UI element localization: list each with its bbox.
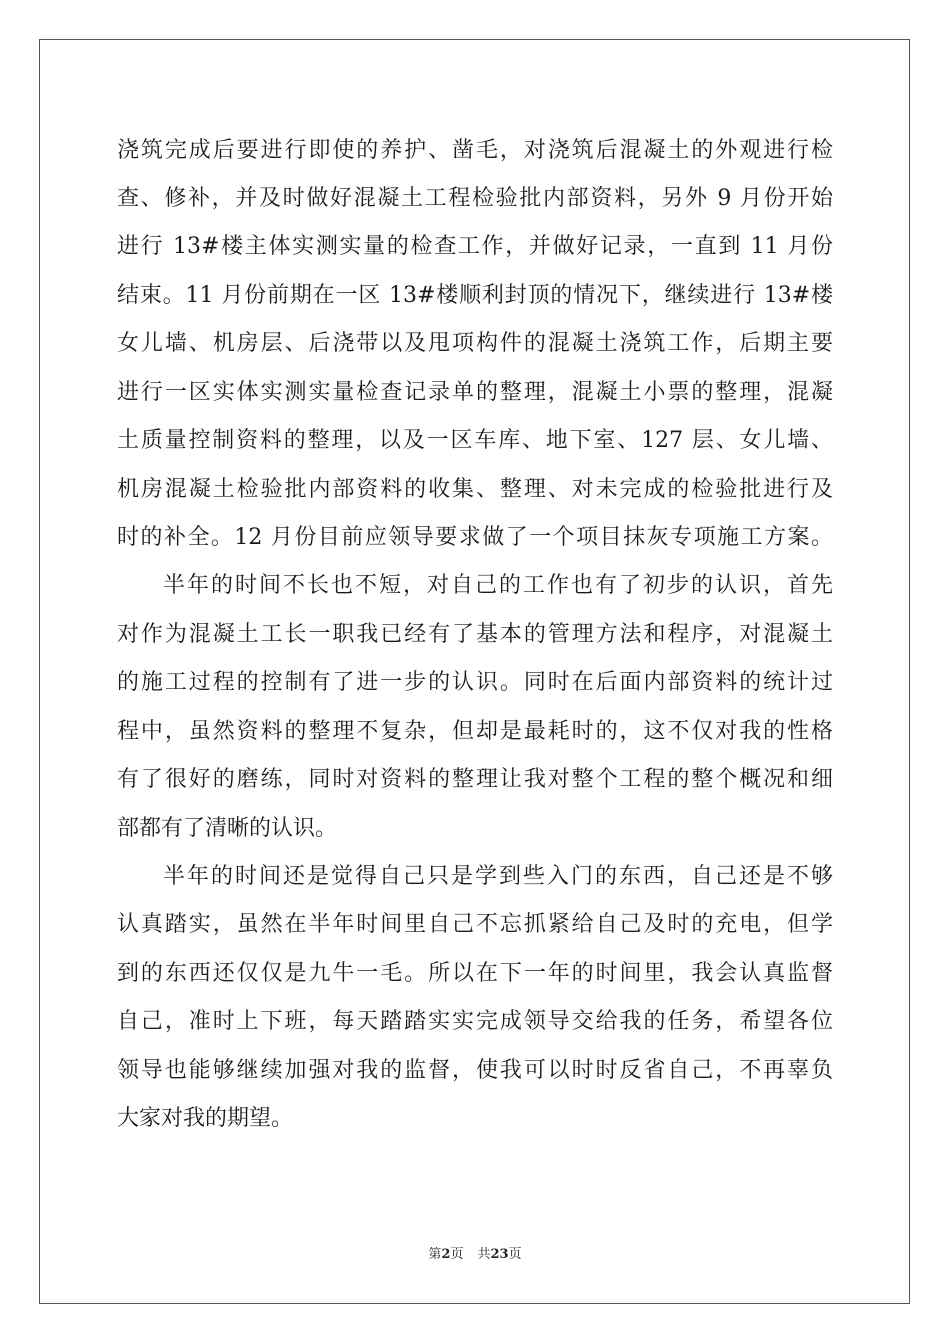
total-page-count: 23: [490, 1247, 509, 1262]
text-line: 程中，虽然资料的整理不复杂，但却是最耗时的，这不仅对我的性格: [117, 719, 833, 744]
paragraph-first-line: 半年的时间不长也不短，对自己的工作也有了初步的认识，首先: [163, 573, 833, 598]
text-line: 的施工过程的控制有了进一步的认识。同时在后面内部资料的统计过: [117, 670, 833, 695]
text-line: 女儿墙、机房层、后浇带以及甩项构件的混凝土浇筑工作，后期主要: [117, 331, 833, 356]
current-page-number: 2: [441, 1247, 451, 1262]
footer-total-prefix: 共: [477, 1247, 491, 1262]
text-line: 机房混凝土检验批内部资料的收集、整理、对未完成的检验批进行及: [117, 477, 833, 502]
footer-page-suffix: 页: [450, 1247, 464, 1262]
text-line: 认真踏实，虽然在半年时间里自己不忘抓紧给自己及时的充电，但学: [117, 912, 833, 937]
text-line: 查、修补，并及时做好混凝土工程检验批内部资料，另外 9 月份开始: [117, 186, 833, 211]
text-line: 对作为混凝土工长一职我已经有了基本的管理方法和程序，对混凝土: [117, 622, 833, 647]
paragraph-first-line: 半年的时间还是觉得自己只是学到些入门的东西，自己还是不够: [163, 864, 833, 889]
footer-prefix: 第: [428, 1247, 442, 1262]
page-footer: [0, 1247, 950, 1263]
text-line: 大家对我的期望。: [117, 1106, 294, 1131]
text-line: 领导也能够继续加强对我的监督，使我可以时时反省自己，不再辜负: [117, 1058, 833, 1083]
text-line: 进行一区实体实测实量检查记录单的整理，混凝土小票的整理，混凝: [117, 380, 833, 405]
text-line: 土质量控制资料的整理，以及一区车库、地下室、127 层、女儿墙、: [117, 428, 833, 453]
text-line: 进行 13#楼主体实测实量的检查工作，并做好记录，一直到 11 月份: [117, 234, 833, 259]
text-line: 到的东西还仅仅是九牛一毛。所以在下一年的时间里，我会认真监督: [117, 961, 833, 986]
text-line: 部都有了清晰的认识。: [117, 816, 338, 841]
footer-total-suffix: 页: [508, 1247, 522, 1262]
text-line: 浇筑完成后要进行即使的养护、凿毛，对浇筑后混凝土的外观进行检: [117, 138, 833, 163]
text-line: 自己，准时上下班，每天踏踏实实完成领导交给我的任务，希望各位: [117, 1009, 833, 1034]
text-line: 结束。11 月份前期在一区 13#楼顺利封顶的情况下，继续进行 13#楼: [117, 283, 833, 308]
text-line: 有了很好的磨练，同时对资料的整理让我对整个工程的整个概况和细: [117, 767, 833, 792]
text-line: 时的补全。12 月份目前应领导要求做了一个项目抹灰专项施工方案。: [117, 525, 833, 550]
